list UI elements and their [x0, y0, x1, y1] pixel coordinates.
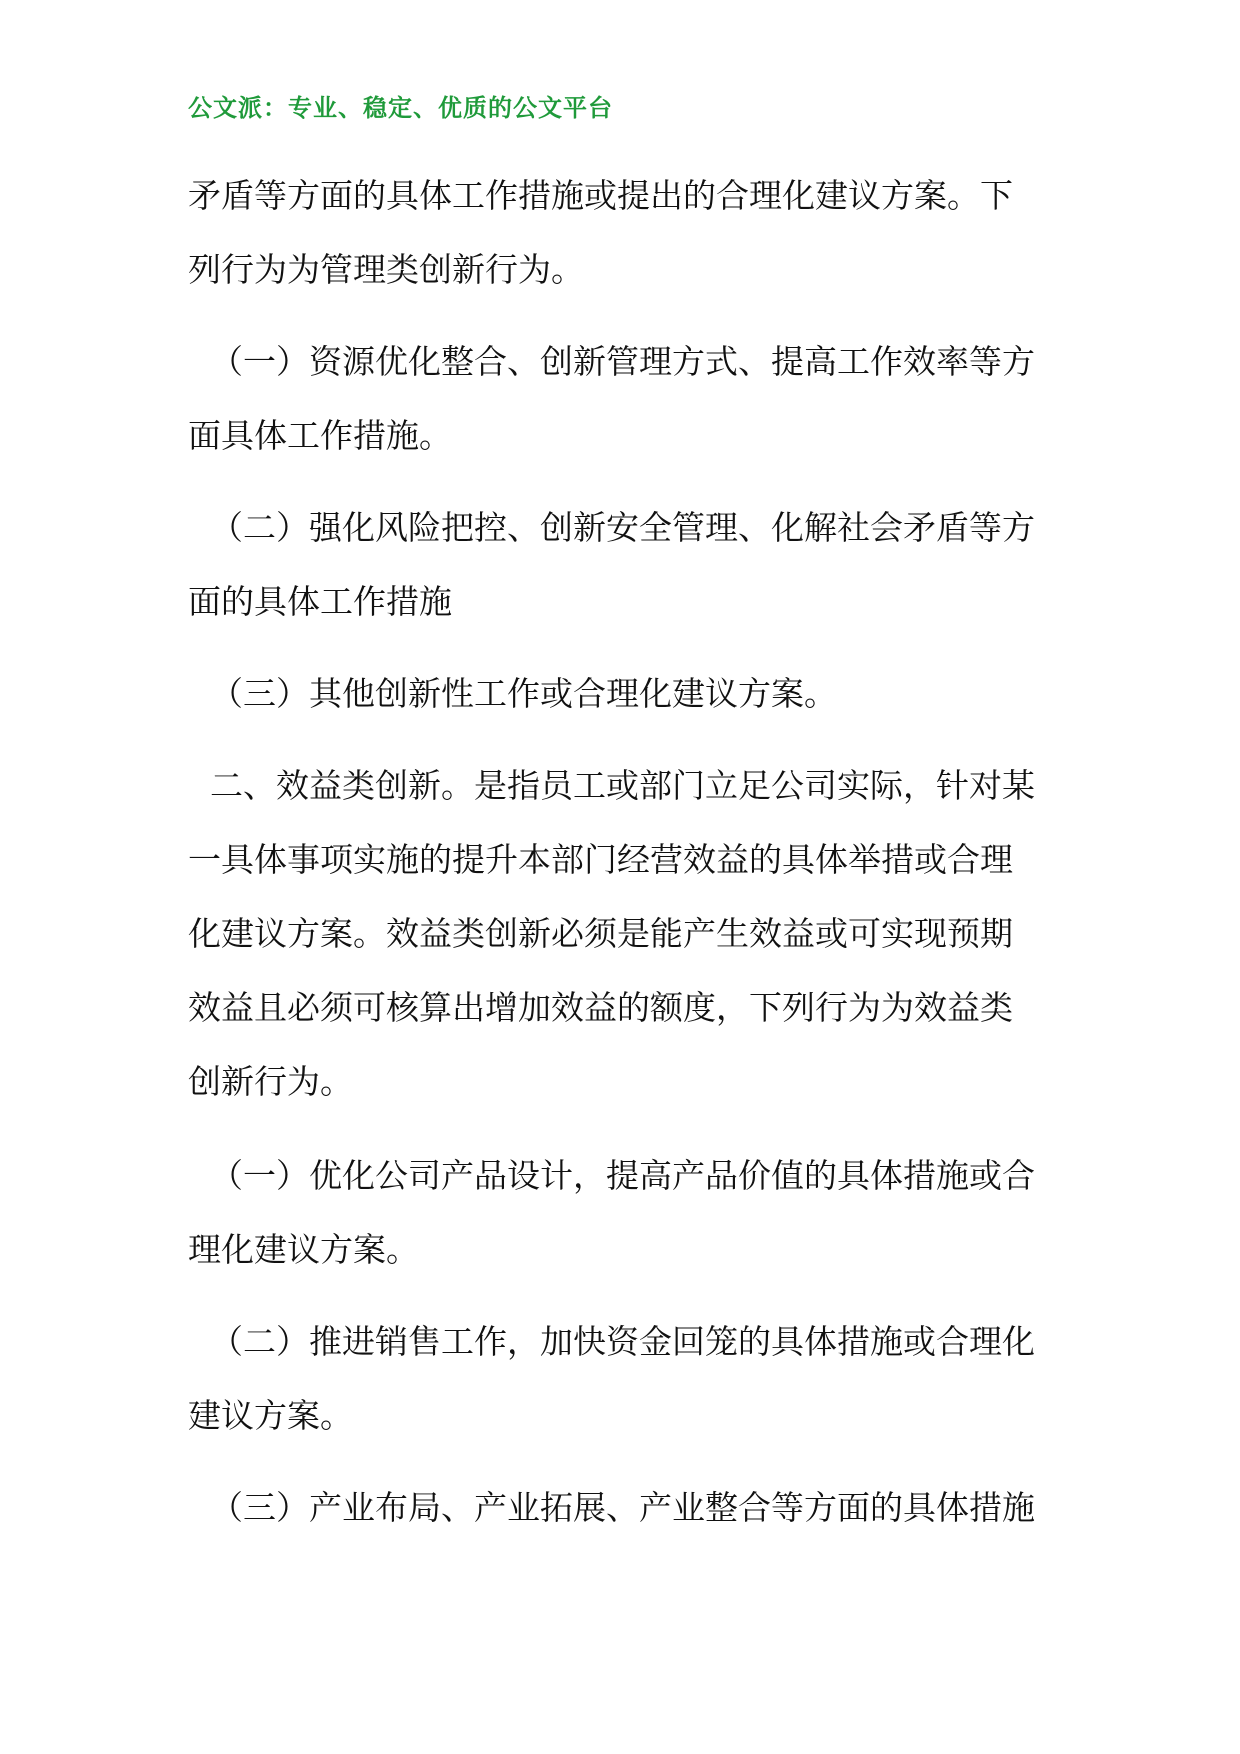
text-line-1: 矛盾等方面的具体工作措施或提出的合理化建议方案。下 — [188, 176, 1013, 215]
text-line-11: 效益且必须可核算出增加效益的额度，下列行为为效益类 — [188, 988, 1013, 1027]
text-line-3: （一）资源优化整合、创新管理方式、提高工作效率等方 — [210, 342, 1035, 381]
text-line-10: 化建议方案。效益类创新必须是能产生效益或可实现预期 — [188, 914, 1013, 953]
text-line-9: 一具体事项实施的提升本部门经营效益的具体举措或合理 — [188, 840, 1013, 879]
text-line-13: （一）优化公司产品设计，提高产品价值的具体措施或合 — [210, 1156, 1035, 1195]
text-line-14: 理化建议方案。 — [188, 1230, 419, 1269]
text-line-5: （二）强化风险把控、创新安全管理、化解社会矛盾等方 — [210, 508, 1035, 547]
text-line-17: （三）产业布局、产业拓展、产业整合等方面的具体措施 — [210, 1488, 1035, 1527]
text-line-15: （二）推进销售工作，加快资金回笼的具体措施或合理化 — [210, 1322, 1035, 1361]
text-line-6: 面的具体工作措施 — [188, 582, 452, 621]
text-line-16: 建议方案。 — [188, 1396, 353, 1435]
text-line-8: 二、效益类创新。是指员工或部门立足公司实际，针对某 — [210, 766, 1035, 805]
text-line-2: 列行为为管理类创新行为。 — [188, 250, 584, 289]
text-line-12: 创新行为。 — [188, 1062, 353, 1101]
document-header: 公文派：专业、稳定、优质的公文平台 — [188, 93, 613, 122]
text-line-4: 面具体工作措施。 — [188, 416, 452, 455]
text-line-7: （三）其他创新性工作或合理化建议方案。 — [210, 674, 837, 713]
